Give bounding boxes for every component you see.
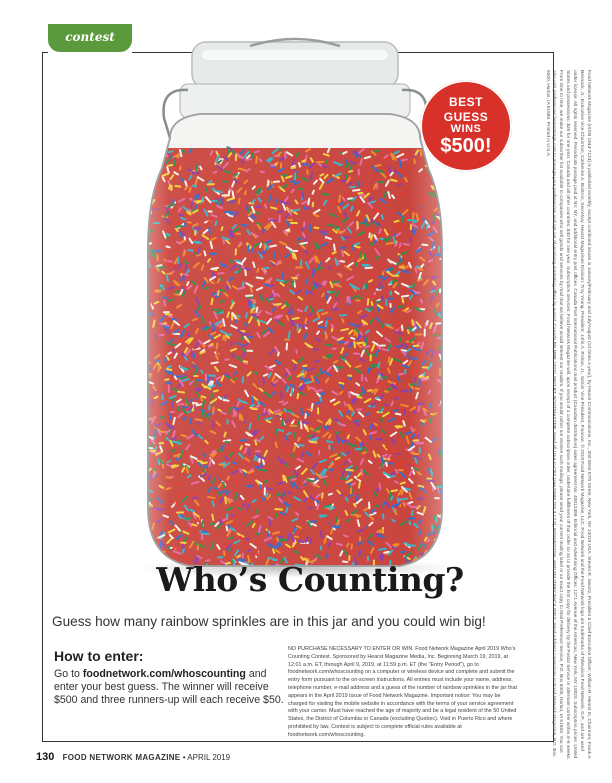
sprinkle (442, 323, 448, 328)
sprinkle (448, 171, 451, 179)
sprinkle (443, 289, 449, 295)
sprinkle (137, 425, 146, 429)
sprinkles-jar-image (130, 28, 460, 578)
sprinkle (143, 380, 145, 386)
sprinkle (437, 554, 443, 557)
sprinkle (143, 352, 147, 357)
sprinkle (140, 216, 145, 224)
badge-line-1: BEST (448, 95, 483, 109)
sprinkle (142, 282, 148, 287)
sprinkle (444, 213, 449, 219)
sprinkle (447, 241, 451, 249)
sprinkle (445, 430, 450, 436)
sprinkle (445, 494, 449, 502)
sprinkle (445, 492, 451, 494)
sprinkle (447, 476, 453, 481)
sprinkle (140, 175, 142, 180)
sprinkle (429, 167, 436, 171)
how-to-text-pre: Go to (54, 668, 83, 680)
sprinkle (137, 448, 145, 455)
sprinkle (448, 403, 451, 408)
sprinkle (137, 279, 143, 287)
sprinkle (446, 182, 453, 189)
sprinkle (441, 207, 443, 214)
sprinkle (445, 537, 448, 543)
page-title: Who’s Counting? (156, 560, 464, 599)
sprinkle (141, 321, 147, 324)
sprinkle (139, 467, 146, 470)
sprinkle (140, 242, 143, 250)
sprinkle (154, 147, 159, 154)
sprinkle (144, 188, 150, 191)
sprinkle (448, 239, 452, 246)
sprinkle (139, 524, 143, 530)
sprinkle (446, 470, 450, 478)
sprinkle (142, 260, 147, 267)
sprinkle (445, 304, 448, 312)
sprinkle (141, 391, 143, 397)
sprinkle (154, 150, 162, 157)
sprinkle (138, 458, 142, 466)
sprinkle (142, 500, 145, 507)
issue-date: APRIL 2019 (187, 753, 231, 762)
badge-line-3: WINS (450, 123, 482, 135)
sprinkle (442, 401, 448, 409)
sprinkle (447, 443, 450, 450)
sprinkle (442, 409, 449, 413)
sprinkle (444, 501, 450, 506)
side-legal-text: Food Network Magazine (ISSN 1944-7124) is published monthly, except combined issues in January/February and July/August (10 times a year), by Hearst Communications, Inc., 300 West 57th Street, New York, NY 10019 USA. Steven R. Swartz, President & Chief Executive Officer; William R. Hearst III, Chairman; Frank A. Bennack, Jr., Executive Vice Chairman; Catherine A. Bostron, Secretary. Hearst Magazines Division: Troy Young, President; John A. Rohan, Jr., Senior Vice President, Finance. © 2019 Food Network Magazine, LLC. Food Network and the Food Network logo are trademarks of Television Food Network, G.P., and are used under license. All rights reserved. Periodicals postage paid at NY, NY, and additional entry post offices. Canada Post International Publications mail product (Canadian distribution) sales agreement No. 40012499. Editorial and Advertising Offices: 1271 Avenue of the Americas, New York, NY 10020. Subscription prices: United States and possessions: $25 for one year. Canada and all other countries: $40 for one year. Subscription services: Food Network Magazine will, upon receipt of a complete subscription order, undertake fulfillment of that order so as to provide the first copy for delivery by the Postal Service or alternate carrier within 4–6 weeks. From time to time, we make our subscriber list available to companies who sell goods and services by mail that we believe would interest our readers. If you would rather not receive such mailings, please send your current mailing label or an exact copy to Mail Preference Service, P.O. Box 6000, Harlan, IA 51593. You can also visit preferences.hearstmags.com to manage your preferences and opt out of receiving marketing offers by e-mail. Canada BN NBR 10231 0943 RT. POSTMASTER: Send all UAA to CFS (see DMM 707.4.12.5); NON-POSTAL AND MILITARY FACILITIES: Send address corrections to Food Network Magazine, P.O. Box 6000, Harlan, IA 51593. Printed in U.S.A. (544, 70, 591, 760)
sprinkle (158, 152, 163, 157)
sprinkle (442, 221, 445, 229)
sprinkle (144, 216, 149, 225)
sprinkle (443, 347, 447, 353)
sprinkle (447, 255, 452, 263)
side-legal-block (544, 70, 591, 760)
sprinkle (444, 328, 452, 331)
sprinkle (447, 249, 453, 251)
sprinkle (434, 548, 441, 553)
sprinkle (443, 181, 447, 188)
how-to-text-post: and enter your best guess. The winner will receive $500 and three runners-up will each receive $50. (54, 668, 284, 706)
sprinkle (435, 176, 438, 184)
sprinkle (146, 196, 151, 202)
prize-badge (420, 80, 512, 172)
badge-line-2: GUESS (443, 110, 489, 124)
sprinkle (137, 373, 144, 379)
sprinkle (443, 268, 450, 275)
sprinkle (139, 512, 142, 518)
sprinkle (443, 545, 450, 547)
sprinkle (444, 444, 449, 450)
sprinkle (141, 489, 145, 496)
sprinkle (137, 264, 144, 268)
page-footer (36, 751, 230, 763)
sprinkle (443, 424, 451, 429)
subtitle: Guess how many rainbow sprinkles are in this jar and you could win big! (52, 614, 486, 629)
sprinkle (444, 533, 452, 538)
sprinkle (141, 341, 146, 346)
sprinkle (144, 177, 146, 184)
sprinkle (442, 461, 450, 465)
sprinkle (430, 550, 437, 557)
sprinkle (140, 298, 144, 305)
badge-prize-amount: $500! (440, 135, 492, 157)
sprinkle (443, 339, 451, 344)
sprinkle (146, 177, 153, 184)
sprinkle (140, 147, 143, 156)
sprinkle (138, 479, 145, 484)
sprinkle (143, 210, 149, 215)
sprinkle (437, 176, 440, 184)
sprinkle (144, 190, 146, 197)
sprinkle (139, 537, 145, 541)
sprinkle (446, 280, 450, 289)
sprinkle (147, 161, 153, 164)
sprinkle (144, 553, 153, 556)
magazine-name: FOOD NETWORK MAGAZINE (62, 753, 181, 762)
sprinkle (436, 163, 438, 170)
sprinkle (147, 178, 155, 185)
footer-separator: • (182, 753, 186, 762)
sprinkle (443, 518, 450, 521)
official-rules-text: NO PURCHASE NECESSARY TO ENTER OR WIN. Food Network Magazine April 2019 Who's Counting Contest. Sponsored by Hearst Magazine Media, Inc. Beginning March 19, 2019, at 12:01 a.m. ET, through April 9, 2019, at 11:59 p.m. ET (the "Entry Period"), go to foodnetwork.com/whoscounting on a computer or wireless device and complete and submit the entry form pursuant to the on-screen instructions. All entries must include your name, address, telephone number, e-mail address and a guess of the number of rainbow sprinkles in the jar that appears in the April 2019 issue of Food Network Magazine. Important notice: You may be charged for visiting the mobile website in accordance with the terms of your service agreement with your carrier. Must have reached the age of majority and be a legal resident of the 50 United States, the District of Columbia or Canada (excluding Quebec). Void in Puerto Rico and where prohibited by law. Contest is subject to complete official rules available at foodnetwork.com/whoscounting. (288, 646, 517, 738)
sprinkle (445, 443, 448, 449)
sprinkle (142, 201, 147, 208)
sprinkle (148, 164, 155, 166)
sprinkle (441, 530, 447, 533)
sprinkle (139, 360, 146, 363)
sprinkle (142, 233, 147, 239)
sprinkle (138, 279, 146, 285)
entry-url[interactable]: foodnetwork.com/whoscounting (82, 668, 246, 680)
sprinkle (149, 183, 153, 190)
sprinkle (443, 436, 450, 439)
page-number: 130 (36, 751, 55, 763)
sprinkle (140, 179, 147, 186)
sprinkle (440, 178, 449, 181)
sprinkle (143, 256, 148, 261)
sprinkle (447, 387, 453, 395)
sprinkle (146, 150, 150, 157)
sprinkle (141, 308, 147, 312)
sprinkle (140, 392, 144, 399)
sprinkle (444, 400, 448, 408)
sprinkle (139, 348, 144, 355)
sprinkle (143, 461, 145, 467)
sprinkle (150, 544, 156, 546)
sprinkle (445, 383, 451, 385)
sprinkle (442, 327, 449, 329)
sprinkle (158, 146, 162, 154)
section-tab-label: contest (65, 30, 115, 44)
sprinkle (139, 350, 143, 358)
how-to-heading: How to enter: (54, 648, 144, 664)
how-to-text (54, 668, 286, 707)
section-tab (48, 24, 132, 52)
sprinkle (446, 251, 452, 257)
sprinkle (447, 508, 452, 517)
frame-edge (42, 52, 48, 53)
sprinkle (442, 234, 448, 242)
